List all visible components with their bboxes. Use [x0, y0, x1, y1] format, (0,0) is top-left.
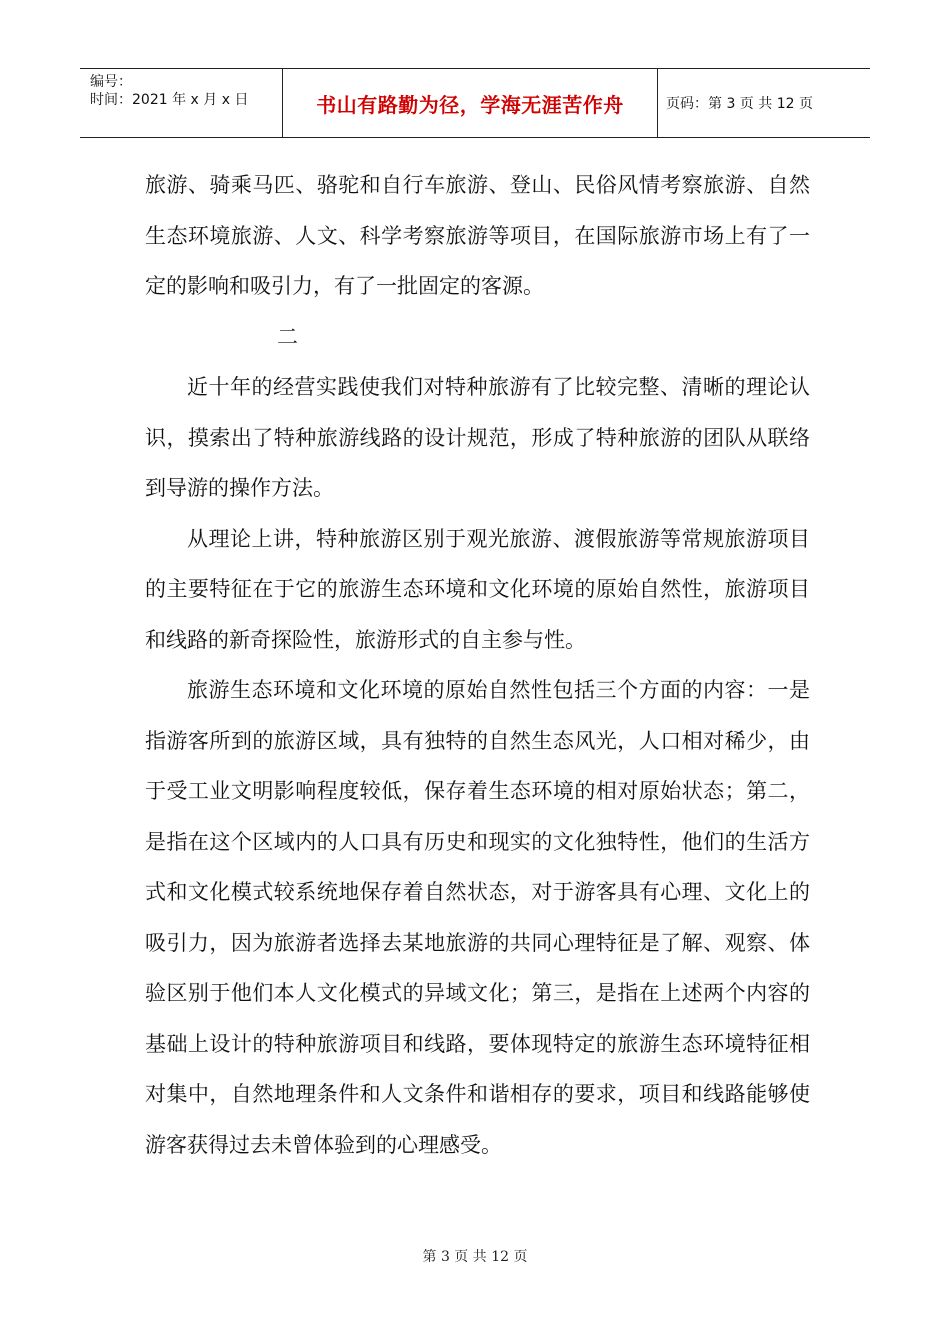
header-meta [80, 69, 283, 137]
section-number: 二 [277, 324, 298, 349]
page-header [80, 68, 870, 138]
page-footer [0, 1246, 950, 1266]
header-page-info-cell [658, 69, 870, 137]
document-body [145, 160, 810, 1170]
paragraph-continuation: 旅游、骑乘马匹、骆驼和自行车旅游、登山、民俗风情考察旅游、自然生态环境旅游、人文、科学考察旅游等项目，在国际旅游市场上有了一定的影响和吸引力，有了一批固定的客源。 [145, 173, 810, 298]
paragraph: 从理论上讲，特种旅游区别于观光旅游、渡假旅游等常规旅游项目的主要特征在于它的旅游生态环境和文化环境的原始自然性，旅游项目和线路的新奇探险性，旅游形式的自主参与性。 [145, 526, 810, 652]
header-page-info: 页码：第 3 页 共 12 页 [666, 96, 813, 112]
paragraph: 旅游生态环境和文化环境的原始自然性包括三个方面的内容：一是指游客所到的旅游区域，具有独特的自然生态风光，人口相对稀少，由于受工业文明影响程度较低，保存着生态环境的相对原始状态；第二，是指在这个区域内的人口具有历史和现实的文化独特性，他们的生活方式和文化模式较系统地保存着自然状态，对于游客具有心理、文化上的吸引力，因为旅游者选择去某地旅游的共同心理特征是了解、观察、体验区别于他们本人文化模式的异域文化；第三，是指在上述两个内容的基础上设计的特种旅游项目和线路，要体现特定的旅游生态环境特征相对集中，自然地理条件和人文条件和谐相存的要求，项目和线路能够使游客获得过去未曾体验到的心理感受。 [145, 678, 810, 1157]
document-number-label: 编号： [90, 74, 132, 90]
footer-page-number: 第 3 页 共 12 页 [422, 1249, 528, 1265]
header-motto: 书山有路勤为径，学海无涯苦作舟 [316, 92, 624, 117]
paragraph: 近十年的经营实践使我们对特种旅游有了比较完整、清晰的理论认识，摸索出了特种旅游线路的设计规范，形成了特种旅游的团队从联络到导游的操作方法。 [145, 375, 810, 500]
header-motto-cell [283, 69, 658, 137]
document-date-label: 时间：2021 年 x 月 x 日 [90, 92, 249, 108]
